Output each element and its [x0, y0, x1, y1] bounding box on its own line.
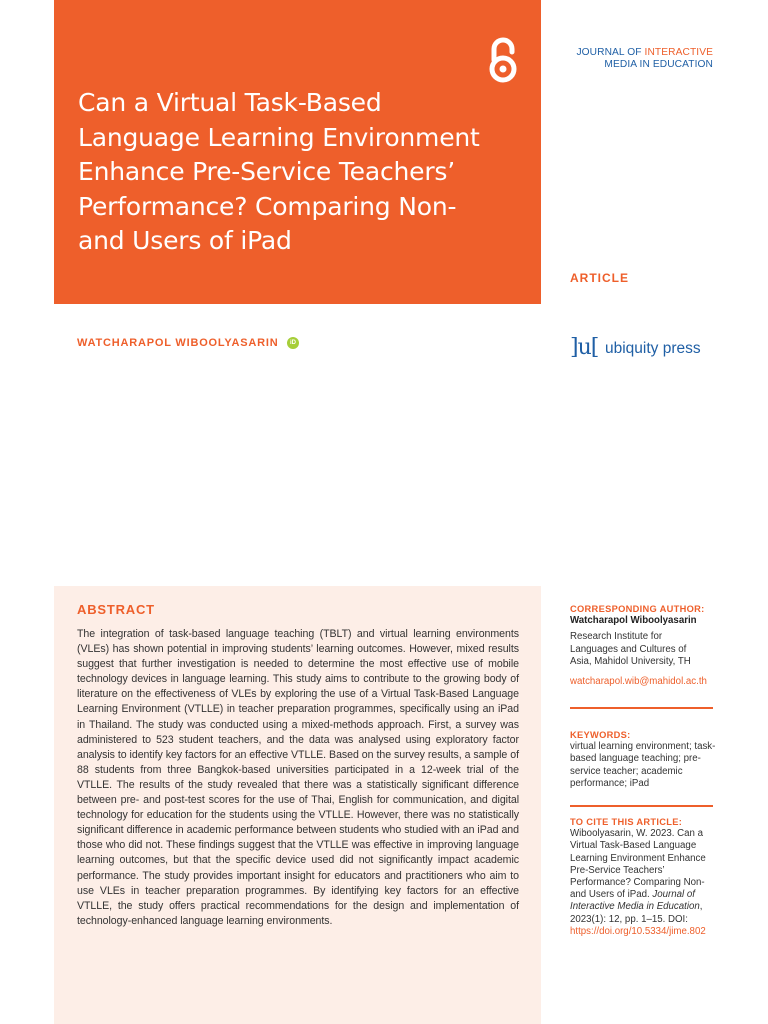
divider — [570, 707, 713, 709]
article-type-label: ARTICLE — [570, 271, 629, 285]
orcid-icon[interactable]: iD — [287, 337, 299, 349]
open-access-icon — [486, 36, 520, 84]
citation-body: Wiboolyasarin, W. 2023. Can a Virtual Task-Based Language Learning Environment Enhance Pre-Service Teachers’ Performance? Comparing Non- and Users of iPad. — [570, 828, 706, 901]
corresponding-author-name: Watcharapol Wiboolyasarin — [570, 615, 697, 627]
keywords-label: KEYWORDS: — [570, 730, 631, 740]
keywords-block — [570, 729, 720, 790]
citation-text — [570, 828, 716, 938]
divider — [570, 805, 713, 807]
author-name: WATCHARAPOL WIBOOLYASARIN — [77, 337, 279, 349]
citation-details: , 2023(1): 12, pp. 1–15. DOI: — [570, 901, 703, 925]
journal-name-part2: MEDIA IN EDUCATION — [604, 59, 713, 70]
ubiquity-logo-icon: ]u[ — [570, 335, 599, 360]
abstract-text: The integration of task-based language teaching (TBLT) and virtual learning environments (VLEs) has shown potential in improving students’ learning outcomes. However, mixed results suggest that further investigation is needed to determine the most effective use of mobile technology devices in language learning. This study aims to contribute to the growing body of literature on the effectiveness of VLEs by exploring the use of a Virtual Task-Based Language Learning Environment (VTLLE) in teacher preparation programmes, specifically using an iPad in Thailand. The study was conducted using a mixed-methods approach. First, a survey was administered to 523 student teachers, and the data was analysed using exploratory factor analysis to identify key factors for an effective VTLLE. Based on the survey results, a sample of 88 students from three Bangkok-based universities participated in a 12-week trial of the VTLLE. The results of the study revealed that there was a statistically significant difference between pre- and post-test scores for the use of Thai, English for communication, and digital technology for education for the students using the VTLLE. However, there was no statistically significant difference in academic performance between students who studied with an iPad and those who did not. These findings suggest that the VTLLE was effective in improving language learning outcomes, but that the specific device used did not significantly impact academic performance. The study provides important insight for educators and practitioners who aim to use VLEs in teacher preparation programmes. By identifying key factors for an effective VTLLE, the study offers practical recommendations for the design and implementation of technology-enhanced language learning environments. — [77, 628, 519, 927]
journal-name — [570, 47, 713, 71]
corresponding-author-label: CORRESPONDING AUTHOR: — [570, 604, 705, 614]
doi-link[interactable]: https://doi.org/10.5334/jime.802 — [570, 925, 706, 937]
journal-name-highlight: INTERACTIVE — [644, 47, 713, 58]
article-title: Can a Virtual Task-Based Language Learning Environment Enhance Pre-Service Teachers’ Performance? Comparing Non- and Users of iPad — [78, 88, 480, 255]
corresponding-author-email[interactable]: watcharapol.wib@mahidol.ac.th — [570, 676, 707, 688]
corresponding-author-affiliation: Research Institute for Languages and Cultures of Asia, Mahidol University, TH — [570, 631, 691, 667]
citation-block — [570, 816, 720, 938]
publisher-name: ubiquity press — [605, 340, 701, 357]
corresponding-author-block — [570, 603, 720, 688]
journal-name-part1: JOURNAL OF — [576, 47, 645, 58]
citation-journal: Journal of Interactive Media in Education — [570, 889, 700, 913]
keywords-text: virtual learning environment; task-based language teaching; pre-service teacher; academic performance; iPad — [570, 741, 716, 789]
citation-label: TO CITE THIS ARTICLE: — [570, 817, 683, 827]
abstract-heading: ABSTRACT — [77, 602, 155, 617]
